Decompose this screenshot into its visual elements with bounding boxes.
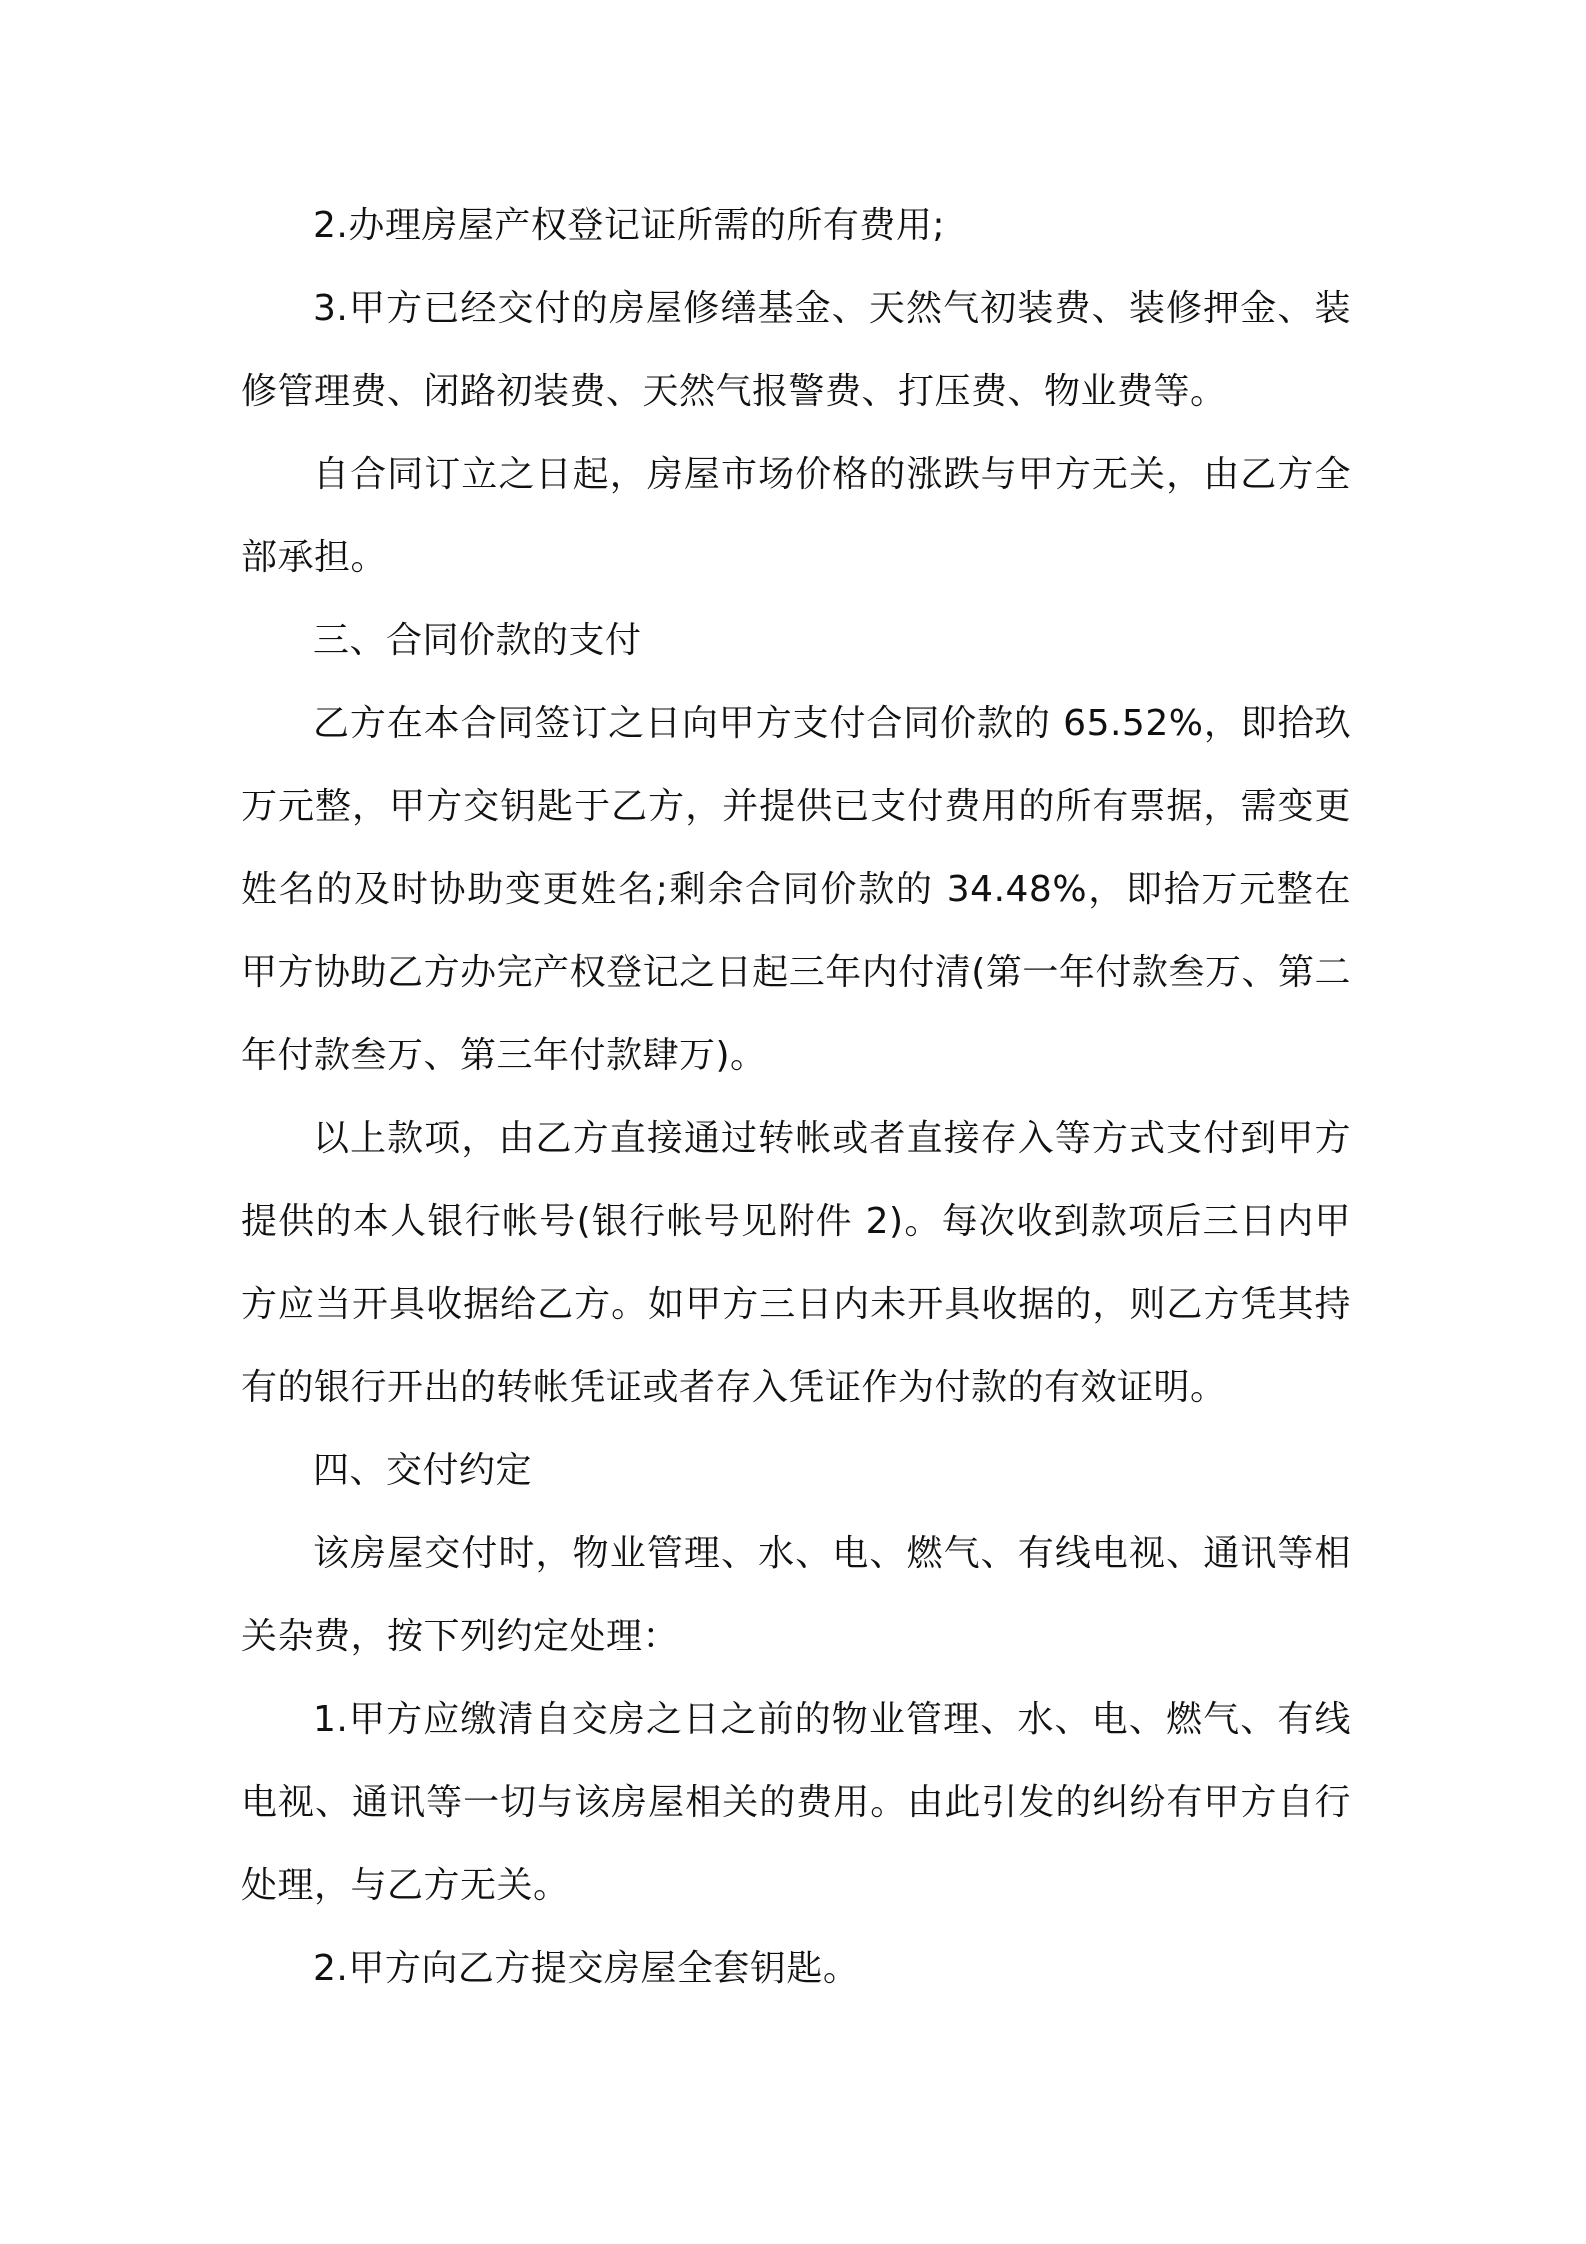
document-body (241, 184, 1351, 2010)
paragraph-delivery-item-1: 1.甲方应缴清自交房之日之前的物业管理、水、电、燃气、有线电视、通讯等一切与该房屋相关的费用。由此引发的纠纷有甲方自行处理，与乙方无关。 (241, 1699, 1351, 1906)
paragraph-fee-registration: 2.办理房屋产权登记证所需的所有费用; (313, 205, 945, 246)
section-heading-delivery: 四、交付约定 (313, 1450, 533, 1491)
section-heading-payment: 三、合同价款的支付 (313, 620, 642, 661)
paragraph-delivery-fees: 该房屋交付时，物业管理、水、电、燃气、有线电视、通讯等相关杂费，按下列约定处理： (241, 1533, 1351, 1657)
paragraph-delivery-item-2: 2.甲方向乙方提交房屋全套钥匙。 (313, 1948, 860, 1989)
paragraph-payment-terms: 乙方在本合同签订之日向甲方支付合同价款的 65.52%，即拾玖万元整，甲方交钥匙于乙方，并提供已支付费用的所有票据，需变更姓名的及时协助变更姓名;剩余合同价款的 34.48%，即拾万元整在甲方协助乙方办完产权登记之日起三年内付清(第一年付款叁万、第二年付款叁万、第三年付款肆万)。 (241, 703, 1351, 1076)
paragraph-price-risk: 自合同订立之日起，房屋市场价格的涨跌与甲方无关，由乙方全部承担。 (241, 454, 1351, 578)
paragraph-payment-method: 以上款项，由乙方直接通过转帐或者直接存入等方式支付到甲方提供的本人银行帐号(银行帐号见附件 2)。每次收到款项后三日内甲方应当开具收据给乙方。如甲方三日内未开具收据的，则乙方凭其持有的银行开出的转帐凭证或者存入凭证作为付款的有效证明。 (241, 1118, 1351, 1408)
paragraph-fee-list: 3.甲方已经交付的房屋修缮基金、天然气初装费、装修押金、装修管理费、闭路初装费、天然气报警费、打压费、物业费等。 (241, 288, 1351, 412)
